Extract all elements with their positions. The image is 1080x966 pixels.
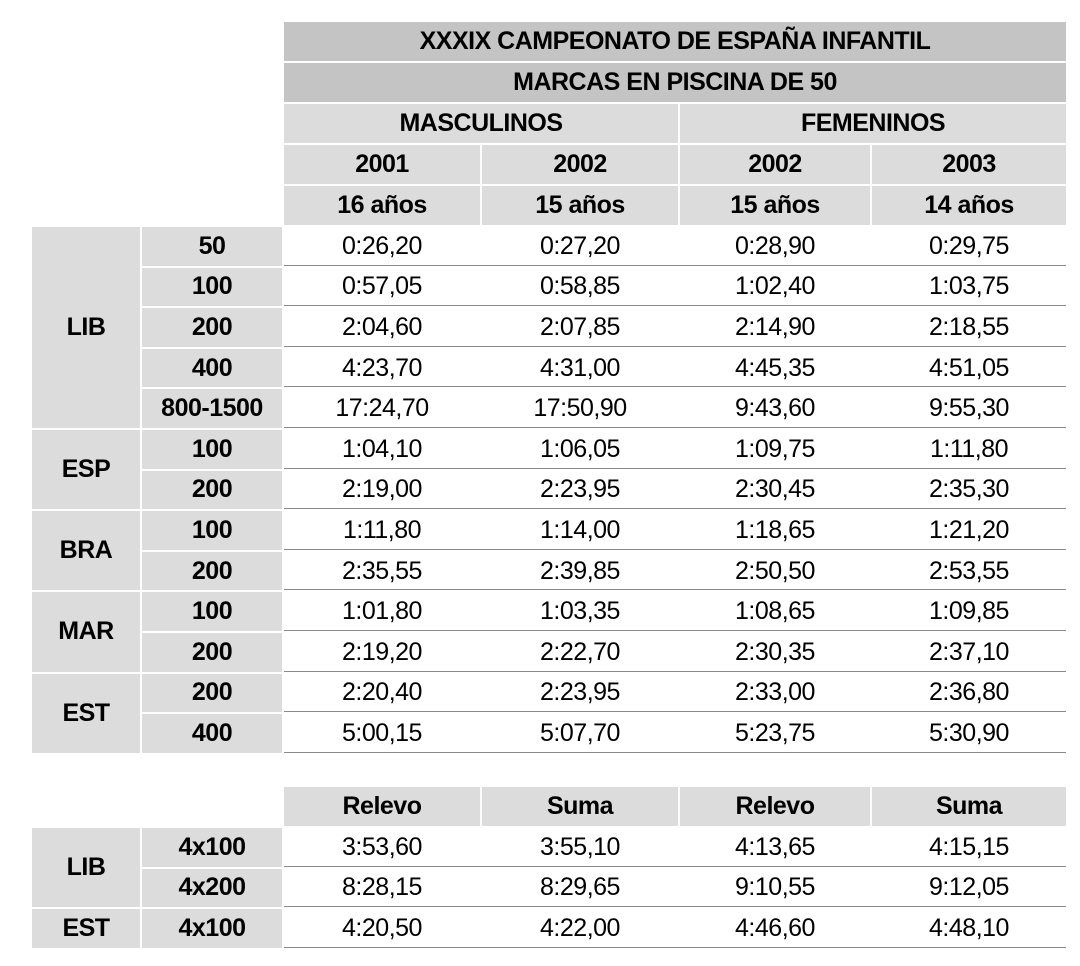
distance-label: 100 [142, 511, 282, 550]
time-cell: 5:07,70 [482, 714, 678, 753]
relay-time-cell: 3:53,60 [284, 828, 480, 867]
time-cell: 2:23,95 [482, 471, 678, 510]
time-cell: 1:09,85 [872, 592, 1066, 631]
time-cell: 4:23,70 [284, 349, 480, 388]
time-cell: 2:20,40 [284, 674, 480, 713]
relay-time-cell: 4:15,15 [872, 828, 1066, 867]
year-header: 2001 [284, 145, 480, 184]
time-cell: 2:39,85 [482, 552, 678, 591]
time-cell: 0:57,05 [284, 268, 480, 307]
stroke-label: EST [32, 674, 140, 753]
time-cell: 4:45,35 [680, 349, 870, 388]
time-cell: 2:35,55 [284, 552, 480, 591]
group-header-femeninos: FEMENINOS [680, 104, 1066, 143]
time-cell: 0:27,20 [482, 227, 678, 266]
table-title: XXXIX CAMPEONATO DE ESPAÑA INFANTIL [284, 22, 1066, 61]
time-cell: 1:08,65 [680, 592, 870, 631]
time-cell: 17:50,90 [482, 389, 678, 428]
distance-label: 100 [142, 430, 282, 469]
time-cell: 17:24,70 [284, 389, 480, 428]
time-cell: 2:22,70 [482, 633, 678, 672]
row-divider [284, 549, 1066, 550]
time-cell: 2:53,55 [872, 552, 1066, 591]
time-cell: 2:35,30 [872, 471, 1066, 510]
age-header: 15 años [482, 186, 678, 225]
time-cell: 2:19,20 [284, 633, 480, 672]
distance-label: 100 [142, 268, 282, 307]
row-divider [284, 752, 1066, 753]
distance-label: 200 [142, 308, 282, 347]
relay-header: Relevo [680, 787, 870, 826]
distance-label: 200 [142, 552, 282, 591]
time-cell: 5:00,15 [284, 714, 480, 753]
age-header: 14 años [872, 186, 1066, 225]
time-cell: 2:14,90 [680, 308, 870, 347]
time-cell: 5:30,90 [872, 714, 1066, 753]
age-header: 16 años [284, 186, 480, 225]
row-divider [284, 589, 1066, 590]
time-cell: 4:31,00 [482, 349, 678, 388]
time-cell: 2:18,55 [872, 308, 1066, 347]
row-divider [284, 671, 1066, 672]
distance-label: 50 [142, 227, 282, 266]
row-divider [284, 305, 1066, 306]
row-divider [284, 866, 1066, 867]
stroke-label: BRA [32, 511, 140, 590]
relay-time-cell: 4:46,60 [680, 909, 870, 948]
time-cell: 2:33,00 [680, 674, 870, 713]
relay-time-cell: 4:22,00 [482, 909, 678, 948]
year-header: 2003 [872, 145, 1066, 184]
relay-stroke-label: EST [32, 909, 140, 948]
relay-distance-label: 4x200 [142, 869, 282, 908]
row-divider [284, 508, 1066, 509]
table-subtitle: MARCAS EN PISCINA DE 50 [284, 63, 1066, 102]
time-cell: 1:11,80 [284, 511, 480, 550]
year-header: 2002 [680, 145, 870, 184]
row-divider [284, 265, 1066, 266]
time-cell: 2:30,45 [680, 471, 870, 510]
distance-label: 100 [142, 592, 282, 631]
row-divider [284, 468, 1066, 469]
time-cell: 1:21,20 [872, 511, 1066, 550]
row-divider [284, 906, 1066, 907]
relay-stroke-label: LIB [32, 828, 140, 907]
year-header: 2002 [482, 145, 678, 184]
time-cell: 2:23,95 [482, 674, 678, 713]
time-cell: 0:58,85 [482, 268, 678, 307]
relay-distance-label: 4x100 [142, 909, 282, 948]
time-cell: 2:19,00 [284, 471, 480, 510]
row-divider [284, 386, 1066, 387]
time-cell: 1:03,35 [482, 592, 678, 631]
row-divider [284, 947, 1066, 948]
distance-label: 800-1500 [142, 389, 282, 428]
time-cell: 2:07,85 [482, 308, 678, 347]
relay-time-cell: 9:12,05 [872, 869, 1066, 908]
time-cell: 2:36,80 [872, 674, 1066, 713]
row-divider [284, 346, 1066, 347]
time-cell: 1:01,80 [284, 592, 480, 631]
time-cell: 0:29,75 [872, 227, 1066, 266]
relay-header: Suma [482, 787, 678, 826]
stroke-label: MAR [32, 592, 140, 671]
row-divider [284, 427, 1066, 428]
relay-time-cell: 8:28,15 [284, 869, 480, 908]
distance-label: 400 [142, 349, 282, 388]
time-cell: 2:50,50 [680, 552, 870, 591]
distance-label: 200 [142, 674, 282, 713]
stroke-label: ESP [32, 430, 140, 509]
time-cell: 2:37,10 [872, 633, 1066, 672]
time-cell: 1:11,80 [872, 430, 1066, 469]
time-cell: 9:43,60 [680, 389, 870, 428]
relay-time-cell: 8:29,65 [482, 869, 678, 908]
relay-time-cell: 4:13,65 [680, 828, 870, 867]
relay-time-cell: 4:48,10 [872, 909, 1066, 948]
relay-time-cell: 9:10,55 [680, 869, 870, 908]
relay-header: Relevo [284, 787, 480, 826]
time-cell: 1:06,05 [482, 430, 678, 469]
time-cell: 9:55,30 [872, 389, 1066, 428]
relay-header: Suma [872, 787, 1066, 826]
distance-label: 200 [142, 633, 282, 672]
relay-time-cell: 3:55,10 [482, 828, 678, 867]
time-cell: 0:26,20 [284, 227, 480, 266]
time-cell: 1:09,75 [680, 430, 870, 469]
distance-label: 400 [142, 714, 282, 753]
age-header: 15 años [680, 186, 870, 225]
relay-distance-label: 4x100 [142, 828, 282, 867]
relay-time-cell: 4:20,50 [284, 909, 480, 948]
time-cell: 0:28,90 [680, 227, 870, 266]
stroke-label: LIB [32, 227, 140, 428]
time-cell: 2:30,35 [680, 633, 870, 672]
distance-label: 200 [142, 471, 282, 510]
time-cell: 1:14,00 [482, 511, 678, 550]
group-header-masculinos: MASCULINOS [284, 104, 678, 143]
time-cell: 1:18,65 [680, 511, 870, 550]
time-cell: 1:04,10 [284, 430, 480, 469]
row-divider [284, 630, 1066, 631]
time-cell: 2:04,60 [284, 308, 480, 347]
row-divider [284, 711, 1066, 712]
time-cell: 5:23,75 [680, 714, 870, 753]
time-cell: 4:51,05 [872, 349, 1066, 388]
time-cell: 1:03,75 [872, 268, 1066, 307]
time-cell: 1:02,40 [680, 268, 870, 307]
